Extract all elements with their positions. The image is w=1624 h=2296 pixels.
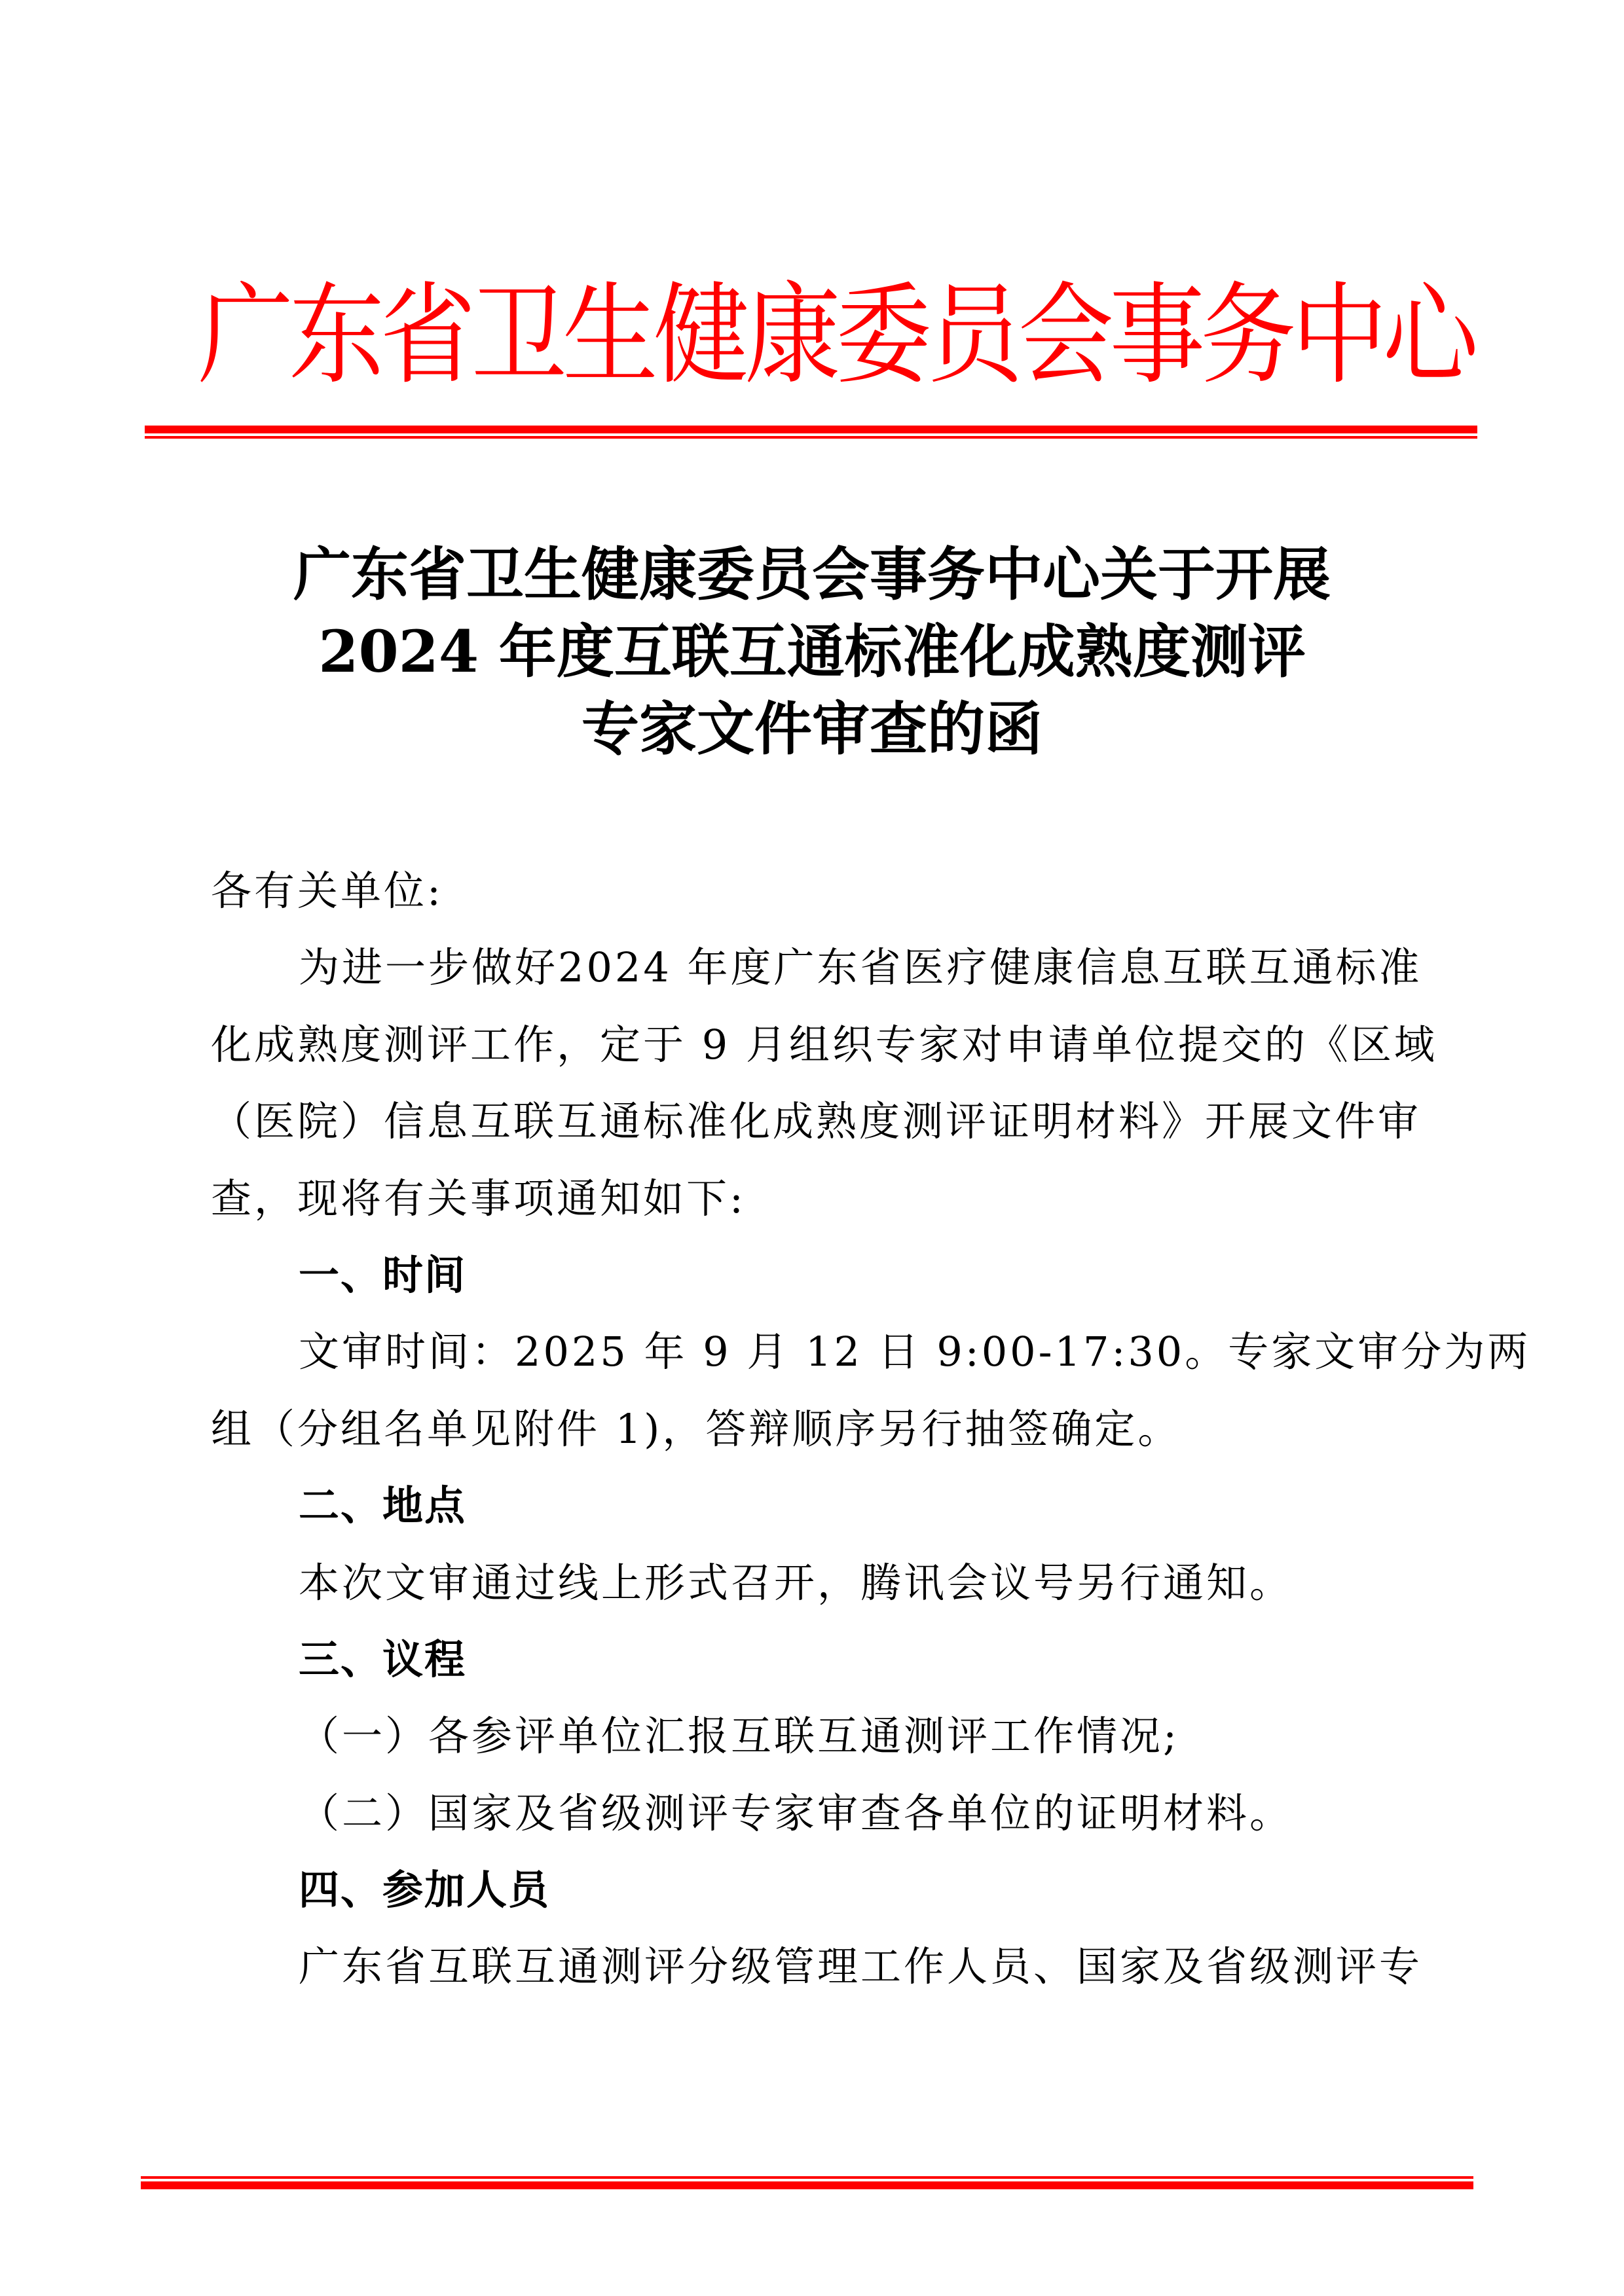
section-heading-agenda: 三、议程 [299, 1635, 467, 1683]
salutation: 各有关单位: [211, 867, 443, 915]
footer-rule-thin [141, 2176, 1473, 2179]
section-time-line-1: 文审时间：2025 年 9 月 12 日 9:00-17:30。专家文审分为两 [299, 1328, 1531, 1376]
section-agenda-item-1: （一）各参评单位汇报互联互通测评工作情况; [299, 1712, 1179, 1760]
section-heading-participants: 四、参加人员 [299, 1866, 551, 1914]
masthead-rule-thick [145, 426, 1477, 433]
section-heading-time: 一、时间 [299, 1250, 467, 1299]
title-line-1: 广东省卫生健康委员会事务中心关于开展 [293, 540, 1331, 608]
section-heading-location: 二、地点 [299, 1482, 467, 1530]
masthead [198, 270, 1474, 401]
footer-rule-thick [141, 2181, 1473, 2189]
masthead-org-name: 广东省卫生健康委员会事务中心 [198, 271, 1474, 399]
masthead-rule-thin [145, 436, 1477, 439]
title-line-3: 专家文件审查的函 [581, 695, 1043, 763]
title-line-2: 2024 年度互联互通标准化成熟度测评 [318, 617, 1306, 685]
intro-line-3: （医院）信息互联互通标准化成熟度测评证明材料》开展文件审 [211, 1097, 1422, 1146]
intro-line-4: 查，现将有关事项通知如下: [211, 1174, 746, 1222]
intro-line-1: 为进一步做好2024 年度广东省医疗健康信息互联互通标准 [299, 943, 1422, 992]
section-participants-line-1: 广东省互联互通测评分级管理工作人员、国家及省级测评专 [299, 1942, 1423, 1991]
document-title [157, 536, 1467, 767]
section-location-line-1: 本次文审通过线上形式召开，腾讯会议号另行通知。 [299, 1558, 1293, 1607]
section-time-line-2: 组（分组名单见附件 1)，答辩顺序另行抽签确定。 [211, 1404, 1181, 1453]
document-body [211, 852, 1531, 2005]
section-agenda-item-2: （二）国家及省级测评专家审查各单位的证明材料。 [299, 1789, 1293, 1837]
intro-line-2: 化成熟度测评工作，定于 9 月组织专家对申请单位提交的《区域 [211, 1020, 1437, 1068]
